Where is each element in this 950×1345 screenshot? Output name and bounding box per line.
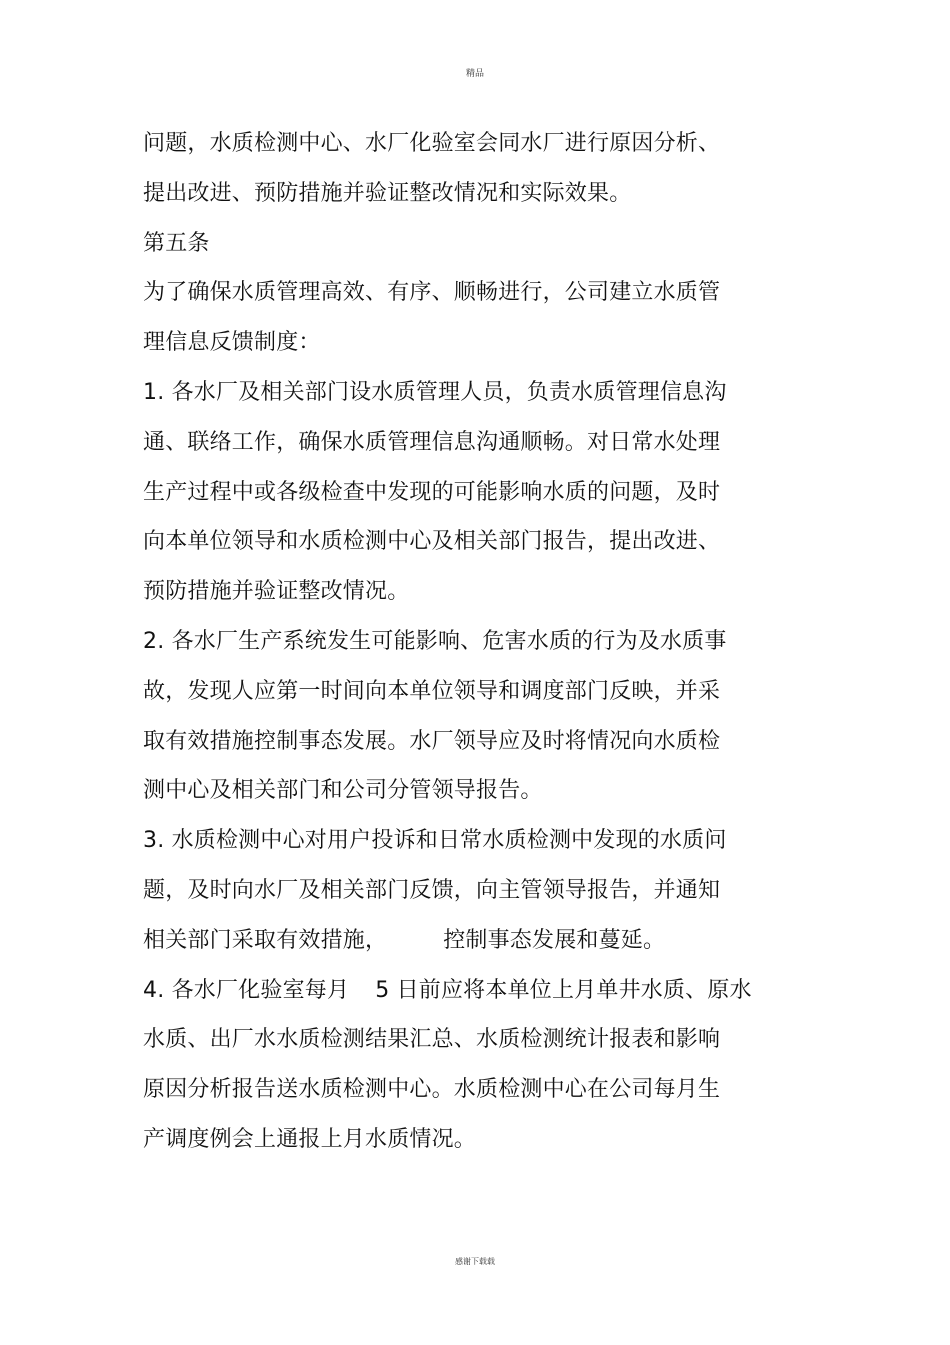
text-segment: 5 日前应将本单位上月单井水质、原水 [375,977,752,1003]
article-heading: 第五条 [143,230,210,256]
text-line: 故，发现人应第一时间向本单位领导和调度部门反映，并采 [143,678,721,704]
text-segment: 控制事态发展和蔓延。 [443,927,666,953]
text-line: 向本单位领导和水质检测中心及相关部门报告，提出改进、 [143,529,721,555]
text-segment: 相关部门采取有效措施， [143,927,388,953]
text-line: 2. 各水厂生产系统发生可能影响、危害水质的行为及水质事 [143,628,727,654]
text-line: 生产过程中或各级检查中发现的可能影响水质的问题，及时 [143,479,721,505]
text-line: 原因分析报告送水质检测中心。水质检测中心在公司每月生 [143,1077,721,1103]
text-line: 测中心及相关部门和公司分管领导报告。 [143,778,543,804]
text-line [143,971,823,1021]
text-line: 为了确保水质管理高效、有序、顺畅进行，公司建立水质管 [143,280,721,306]
text-line: 提出改进、预防措施并验证整改情况和实际效果。 [143,180,632,206]
text-line: 题，及时向水厂及相关部门反馈，向主管领导报告，并通知 [143,877,721,903]
text-line: 3. 水质检测中心对用户投诉和日常水质检测中发现的水质问 [143,828,727,854]
text-line: 预防措施并验证整改情况。 [143,579,410,605]
text-line: 通、联络工作，确保水质管理信息沟通顺畅。对日常水处理 [143,429,721,455]
text-line: 问题，水质检测中心、水厂化验室会同水厂进行原因分析、 [143,131,721,156]
text-line: 水质、出厂水水质检测结果汇总、水质检测统计报表和影响 [143,1027,721,1053]
document-body [143,124,823,1170]
page-footer: 感谢下载载 [455,1257,495,1266]
text-segment: 4. 各水厂化验室每月 [143,977,350,1003]
text-line [143,921,823,971]
text-line: 取有效措施控制事态发展。水厂领导应及时将情况向水质检 [143,728,721,754]
page-header: 精品 [465,69,484,79]
text-line: 1. 各水厂及相关部门设水质管理人员，负责水质管理信息沟 [143,379,727,405]
text-line: 理信息反馈制度： [143,330,321,356]
text-line: 产调度例会上通报上月水质情况。 [143,1126,477,1152]
